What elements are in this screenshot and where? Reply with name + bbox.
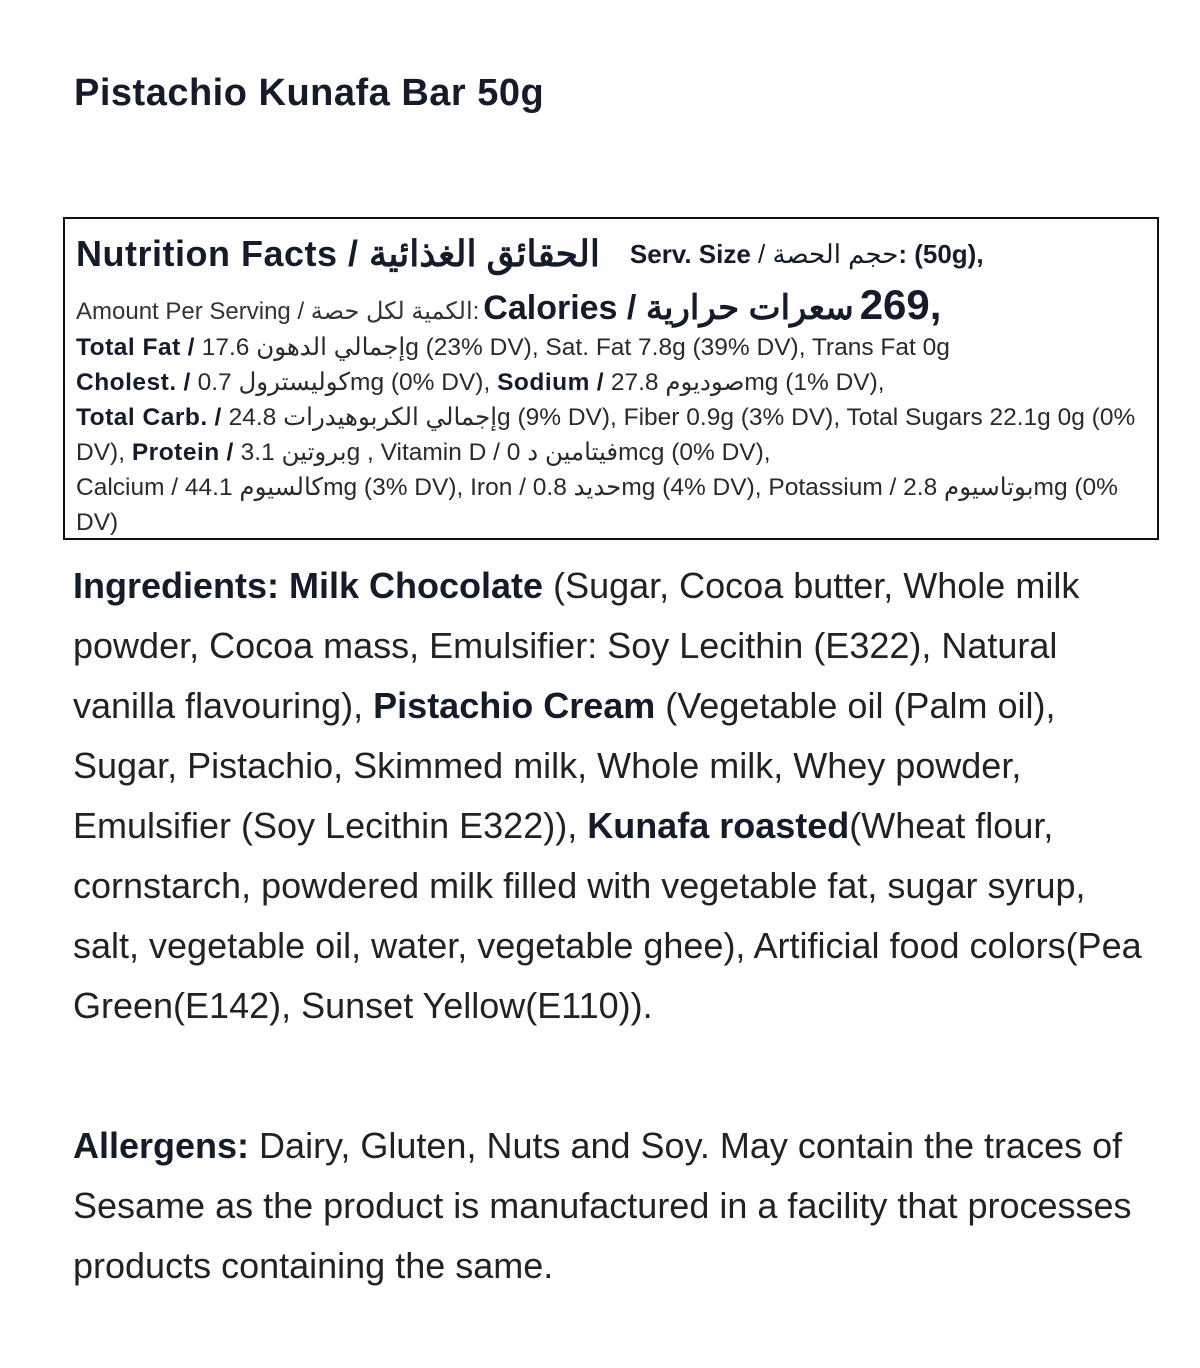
protein-label-ar: بروتين: [281, 439, 347, 466]
total-carb-label: Total Carb.: [76, 404, 208, 431]
nutrition-heading-ar: الحقائق الغذائية: [369, 233, 600, 274]
calories-label-en: Calories: [483, 289, 618, 327]
product-title: Pistachio Kunafa Bar 50g: [74, 72, 545, 114]
serving-size-label-ar: حجم الحصة: [772, 238, 899, 269]
calcium-value: 44.1mg (3% DV), Iron /: [184, 474, 526, 501]
ingredients-label: Ingredients:: [73, 565, 280, 606]
allergens-text: [73, 1116, 1158, 1296]
calories-label: Calories / سعرات حرارية: [483, 289, 854, 327]
nutrition-heading: Nutrition Facts / الحقائق الغذائية: [76, 233, 600, 274]
ingredient-pistachio-cream: Pistachio Cream: [373, 685, 656, 726]
potassium-value: 2.8mg (0% DV): [76, 474, 1118, 536]
calories-value: 269,: [859, 281, 942, 328]
serving-size: Serv. Size / حجم الحصة: (50g),: [629, 238, 984, 269]
serving-size-label: Serv. Size: [629, 238, 751, 269]
calories-label-ar: سعرات حرارية: [645, 289, 854, 327]
potassium-label-ar: بوتاسيوم: [944, 474, 1034, 501]
vitamin-d-label-ar: فيتامين د: [527, 439, 619, 466]
total-carb-value: 24.8g (9% DV), Fiber 0.9g (3% DV), Total Sugars 22.1g 0g (0% DV),: [76, 404, 1136, 466]
ingredient-milk-chocolate: Milk Chocolate: [289, 565, 544, 606]
nutrition-facts-panel: [63, 217, 1159, 540]
amount-label: Amount Per Serving: [76, 298, 291, 325]
nutrition-header-row: [76, 227, 1147, 281]
allergens-detail: Dairy, Gluten, Nuts and Soy. May contain the traces of Sesame as the product is manufactured in a facility that processes products containing the same.: [73, 1125, 1132, 1286]
calcium-label: Calcium /: [76, 474, 179, 501]
protein-label: Protein: [131, 439, 220, 466]
allergens-label: Allergens:: [73, 1125, 250, 1166]
ingredient-milk-chocolate-detail: (Sugar, Cocoa butter, Whole milk powder, Cocoa mass, Emulsifier: Soy Lecithin (E322), Natural vanilla flavouring),: [73, 565, 1080, 726]
protein-value: 3.1g , Vitamin D /: [240, 439, 500, 466]
total-carb-label-ar: إجمالي الكربوهيدرات: [283, 404, 498, 431]
iron-label-ar: حديد: [573, 474, 622, 501]
ingredient-pistachio-cream-detail: (Vegetable oil (Palm oil), Sugar, Pistachio, Skimmed milk, Whole milk, Whey powder, Emulsifier (Soy Lecithin E322)),: [73, 685, 1056, 846]
vitamin-d-value: 0mcg (0% DV),: [506, 439, 771, 466]
cholesterol-label-ar: كوليسترول: [238, 369, 351, 396]
iron-value: 0.8mg (4% DV), Potassium /: [532, 474, 897, 501]
ingredient-kunafa-roasted: Kunafa roasted: [587, 805, 850, 846]
cholesterol-label: Cholest.: [76, 369, 177, 396]
calories-row: [76, 281, 1147, 337]
ingredients-text: [73, 556, 1158, 1036]
ingredient-kunafa-roasted-detail: (Wheat flour, cornstarch, powdered milk filled with vegetable fat, sugar syrup, salt, vegetable oil, water, vegetable ghee), Artificial food colors(Pea Green(E142), Sunset Yellow(E110)).: [73, 805, 1142, 1026]
total-fat-value: 17.6g (23% DV), Sat. Fat 7.8g (39% DV), Trans Fat 0g: [201, 334, 950, 361]
cholesterol-value: 0.7mg (0% DV),: [197, 369, 491, 396]
sodium-label: Sodium: [497, 369, 590, 396]
nutrient-list: Total Fat / إجمالي الدهون 17.6g (23% DV), Sat. Fat 7.8g (39% DV), Trans Fat 0g Cholest. / كوليسترول 0.7mg (0% DV), Sodium / صوديوم 27.8mg (1% DV), Total Carb. / إجمالي الكربوهيدرات 24.8g (9% DV), Fiber 0.9g (3% DV), Total Sugars 22.1g 0g (0% DV), Protein / بروتين 3.1g , Vitamin D / فيتامين د 0mcg (0% DV), Calcium / كالسيوم 44.1mg (3% DV), Iron / حديد 0.8mg (4% DV), Potassium / بوتاسيوم 2.8mg (0% DV): [76, 334, 1136, 536]
sodium-label-ar: صوديوم: [665, 369, 745, 396]
serving-size-value: (50g),: [914, 238, 984, 269]
calcium-label-ar: كالسيوم: [239, 474, 324, 501]
total-fat-label: Total Fat: [76, 334, 181, 361]
amount-label-ar: الكمية لكل حصة: [310, 298, 473, 325]
amount-per-serving: Amount Per Serving / الكمية لكل حصة:: [76, 298, 480, 325]
nutrition-heading-en: Nutrition Facts: [76, 233, 338, 274]
sodium-value: 27.8mg (1% DV),: [610, 369, 885, 396]
total-fat-label-ar: إجمالي الدهون: [256, 334, 406, 361]
